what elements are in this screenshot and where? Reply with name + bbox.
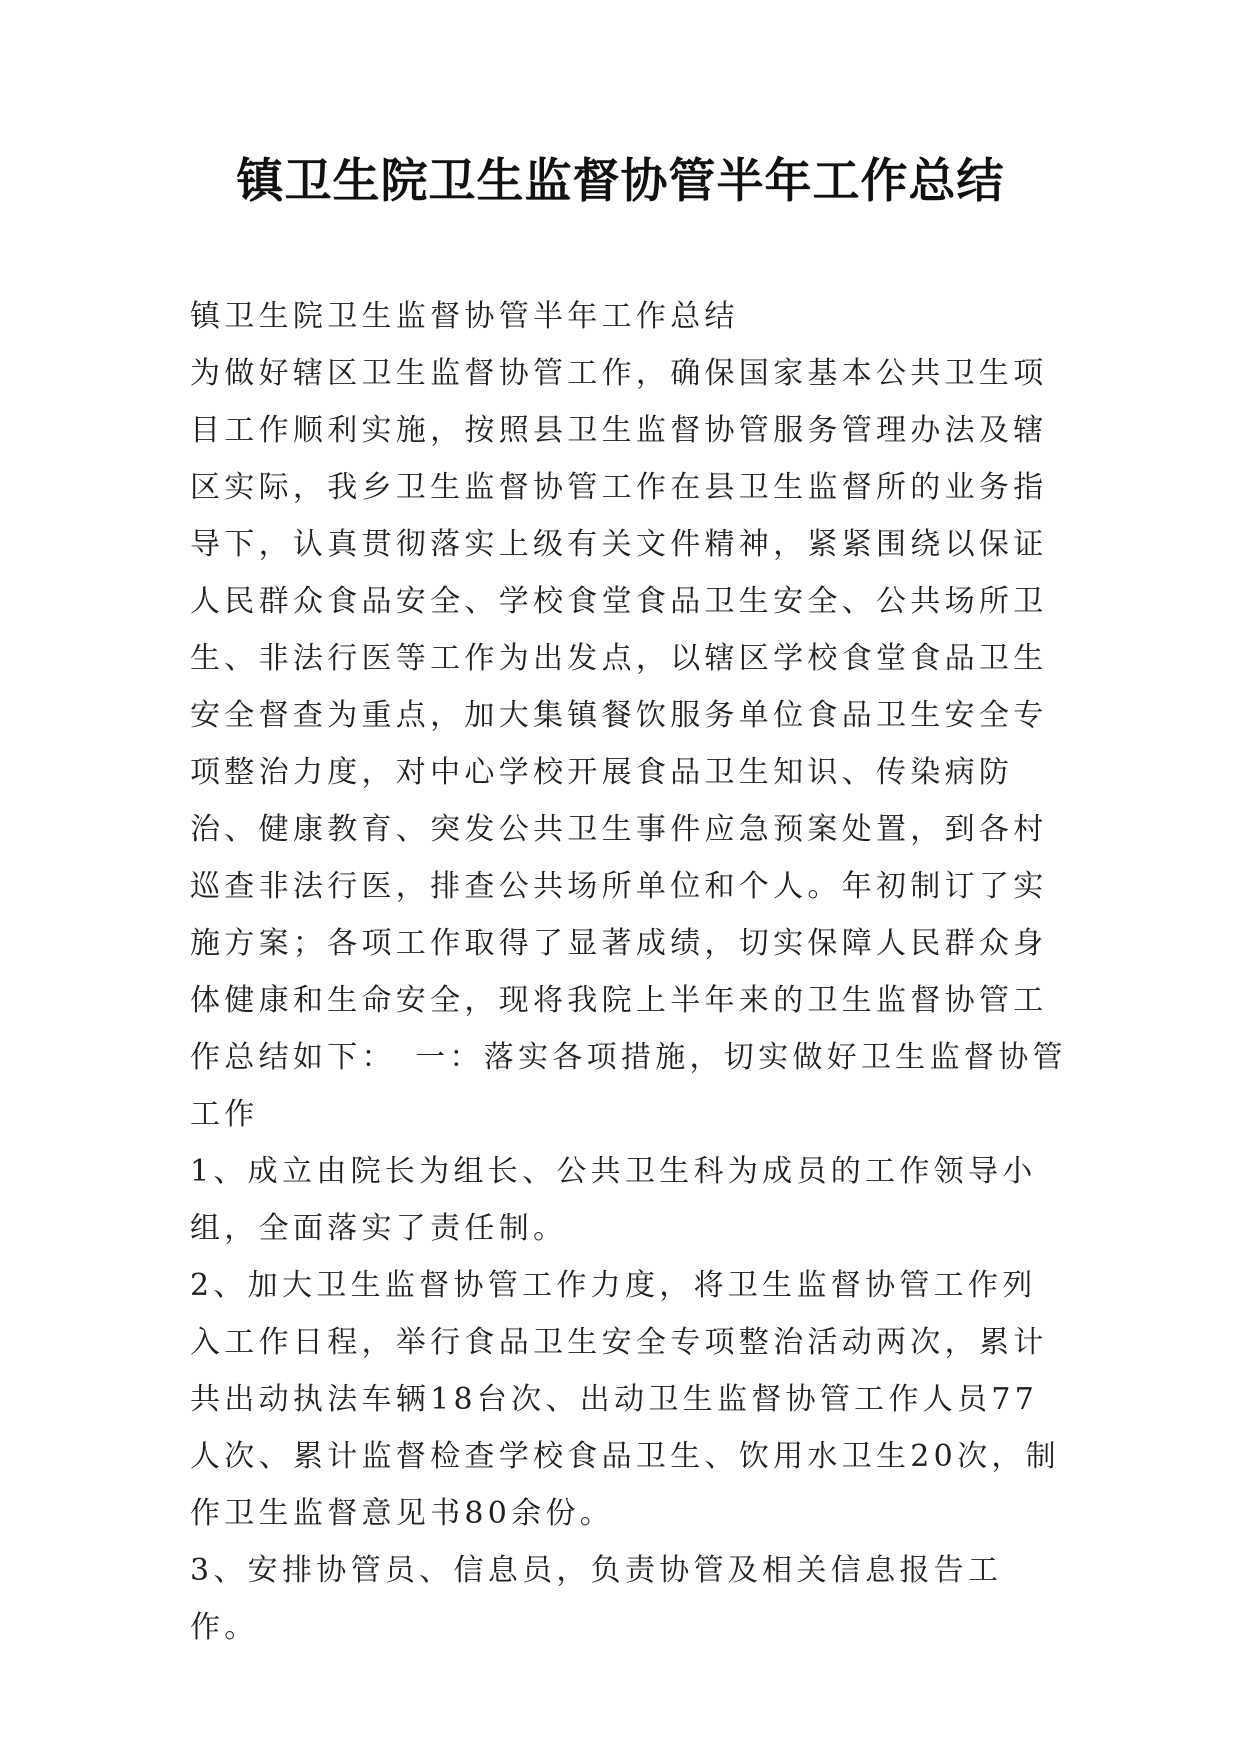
paragraph-subtitle: 镇卫生院卫生监督协管半年工作总结 [190, 299, 739, 334]
paragraph-item-1: 1、成立由院长为组长、公共卫生科为成员的工作领导小组，全面落实了责任制。 [190, 1154, 1037, 1246]
document-body [190, 288, 1070, 1656]
paragraph-item-3: 3、安排协管员、信息员，负责协管及相关信息报告工作。 [190, 1553, 1003, 1645]
paragraph-intro: 为做好辖区卫生监督协管工作，确保国家基本公共卫生项目工作顺利实施，按照县卫生监督协管服务管理办法及辖区实际，我乡卫生监督协管工作在县卫生监督所的业务指导下，认真贯彻落实上级有关文件精神，紧紧围绕以保证人民群众食品安全、学校食堂食品卫生安全、公共场所卫生、非法行医等工作为出发点，以辖区学校食堂食品卫生安全督查为重点，加大集镇餐饮服务单位食品卫生安全专项整治力度，对中心学校开展食品卫生知识、传染病防治、健康教育、突发公共卫生事件应急预案处置，到各村巡查非法行医，排查公共场所单位和个人。年初制订了实施方案；各项工作取得了显著成绩，切实保障人民群众身体健康和生命安全，现将我院上半年来的卫生监督协管工作总结如下： 一：落实各项措施，切实做好卫生监督协管工作 [190, 356, 1067, 1132]
document-title: 镇卫生院卫生监督协管半年工作总结 [236, 154, 1005, 209]
paragraph-item-2: 2、加大卫生监督协管工作力度，将卫生监督协管工作列入工作日程，举行食品卫生安全专项整治活动两次，累计共出动执法车辆18台次、出动卫生监督协管工作人员77人次、累计监督检查学校食品卫生、饮用水卫生20次，制作卫生监督意见书80余份。 [190, 1268, 1060, 1531]
